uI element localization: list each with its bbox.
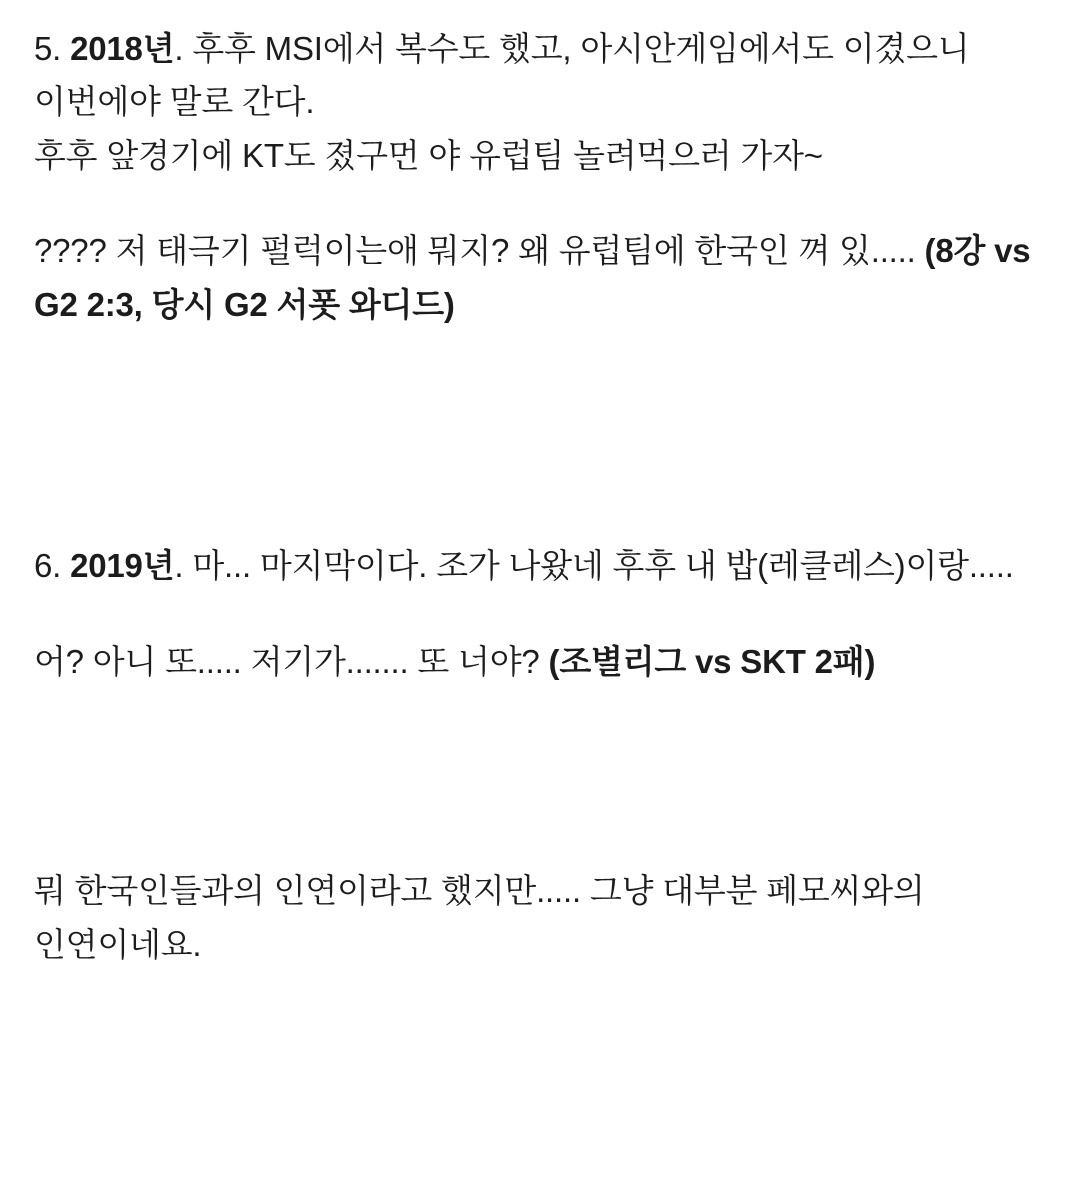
text-segment: 어? 아니 또..... 저기가....... 또 너야? [34, 642, 549, 680]
section-spacer [34, 331, 1046, 539]
text-segment: . 후후 MSI에서 복수도 했고, 아시안게임에서도 이겼으니 이번에야 말로 간다. [34, 30, 979, 121]
paragraph-item-5-reaction [34, 224, 1046, 331]
text-segment: 후후 앞경기에 KT도 졌구먼 야 유럽팀 놀려먹으러 가자~ [34, 136, 823, 174]
text-segment: ???? 저 태극기 펄럭이는애 뭐지? 왜 유럽팀에 한국인 껴 있..... [34, 232, 925, 270]
paragraph-item-5 [34, 22, 1046, 129]
text-segment: 2018년 [70, 30, 175, 67]
section-spacer [34, 688, 1046, 864]
text-segment: 5. [34, 30, 71, 67]
paragraph-item-6 [34, 539, 1046, 592]
paragraph-spacer [34, 593, 1046, 635]
paragraph-item-5-line2 [34, 129, 1046, 182]
text-segment: (8강 vs G2 2:3, 당시 G2 서폿 와디드) [34, 232, 1040, 323]
text-segment: 6. [34, 547, 71, 585]
text-segment: (조별리그 vs SKT 2패) [548, 642, 876, 680]
paragraph-spacer [34, 182, 1046, 224]
text-segment: 뭐 한국인들과의 인연이라고 했지만..... 그냥 대부분 페모씨와의 인연이네요. [34, 872, 934, 963]
paragraph-item-6-reaction [34, 635, 1046, 688]
paragraph-closing [34, 864, 1046, 971]
text-segment: . 마... 마지막이다. 조가 나왔네 후후 내 밥(레클레스)이랑..... [174, 547, 1014, 585]
text-segment: 2019년 [70, 547, 175, 585]
